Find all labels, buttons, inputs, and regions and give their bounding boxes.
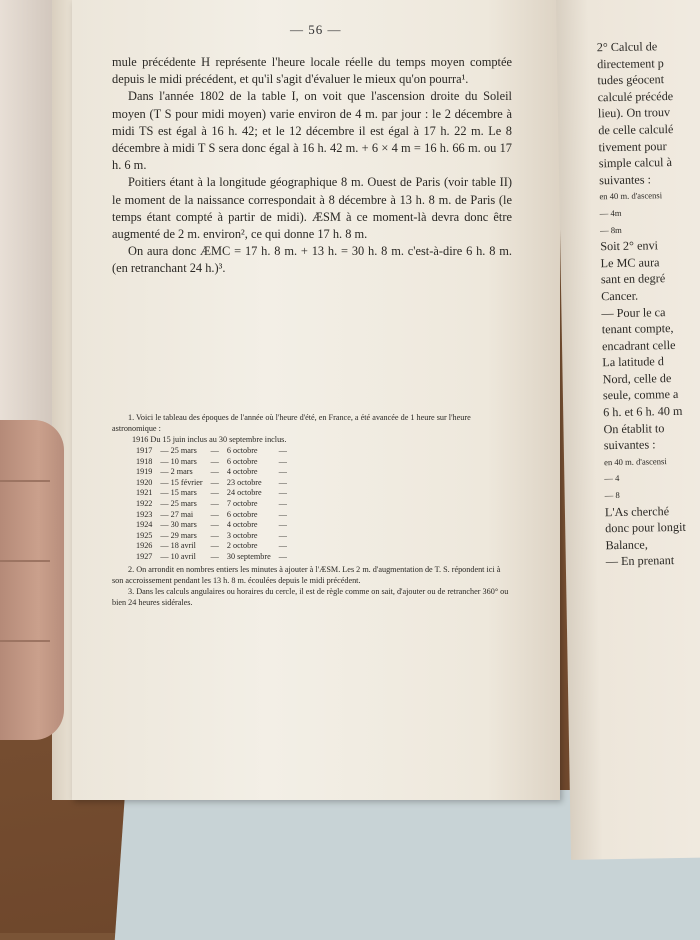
paragraph: On aura donc ÆMC = 17 h. 8 m. + 13 h. = 30 h. 8 m. c'est-à-dire 6 h. 8 m. (en retranchant 24 h.)³. [112, 244, 512, 276]
main-body-text [112, 54, 512, 278]
dst-cell-end: 30 septembre [226, 551, 271, 561]
dst-cell-end: 7 octobre [226, 498, 258, 508]
dst-cell-dash: — [278, 541, 287, 551]
dst-cell-year: 1917 [136, 446, 153, 455]
dst-cell-sep: — [210, 541, 219, 551]
right-page-line: en 40 m. d'ascensi [599, 190, 663, 202]
dst-cell-start: — 18 avril [160, 541, 196, 551]
dst-cell-year: 1921 [136, 488, 153, 498]
paragraph: Dans l'année 1802 de la table I, on voit que l'ascension droite du Soleil moyen (T S pour midi moyen) varie environ de 4 m. par jour : le 2 décembre à midi TS est égal à 16 h. 42; et le 12 décembre il est égal à 17 h. 22 m. Le 8 décembre à midi T S sera donc égal à 16 h. 42 m. + 6 × 4 m = 16 h. 66 m. ou 17 h. 6 m. [112, 89, 512, 173]
right-page-line: simple calcul à [598, 155, 673, 171]
table-row [132, 478, 291, 489]
dst-cell-start: — 10 mars [160, 456, 197, 466]
dst-cell-sep: — [210, 551, 219, 561]
dst-cell-end: 3 octobre [226, 530, 258, 540]
dst-cell-sep: — [210, 509, 219, 519]
dst-cell-sep: — [210, 467, 219, 477]
right-page-line: Nord, celle de [602, 370, 672, 387]
dst-cell-year: 1924 [136, 520, 153, 530]
right-page-line: en 40 m. d'ascensi [603, 455, 667, 468]
table-row [132, 552, 291, 563]
right-page-line: de celle calculé [598, 121, 674, 138]
right-page-line: La latitude d [602, 354, 665, 370]
dst-cell-dash: — [278, 520, 287, 530]
dst-cell-dash: — [278, 509, 287, 519]
dst-cell-dash: — [278, 456, 287, 466]
dst-cell-end: 23 octobre [226, 477, 262, 487]
right-page-line: donc pour longit [605, 520, 686, 536]
dst-cell-end: 6 octobre [226, 456, 258, 466]
table-row [132, 520, 291, 531]
dst-cell-end: 24 octobre [226, 488, 262, 498]
right-page-line: suivantes : [603, 437, 656, 453]
dst-cell-year: 1923 [136, 509, 153, 519]
dst-cell-year: 1925 [136, 530, 153, 540]
dst-cell-dash: — [278, 488, 287, 498]
dst-cell-start: — 2 mars [160, 467, 193, 477]
dst-cell-start: — 10 avril [160, 551, 196, 561]
dst-cell-start: — 29 mars [160, 530, 197, 540]
page-number: — 56 — [290, 22, 342, 37]
dst-cell-year: 1926 [136, 541, 153, 551]
right-page-line: tivement pour [598, 138, 667, 154]
right-page-line: Cancer. [601, 288, 639, 304]
dst-cell-start: — 27 mai [160, 509, 194, 519]
footnote-3: 3. Dans les calculs angulaires ou horaires du cercle, il est de règle comme on sait, d'ajouter ou de retrancher 360° ou bien 24 heures sidérales. [112, 586, 509, 607]
dst-cell-end: 6 octobre [226, 446, 258, 455]
right-page-line: sant en degré [600, 271, 666, 287]
table-row [132, 488, 291, 499]
right-page-line: — 4 [604, 473, 620, 484]
right-page-line: suivantes : [599, 172, 652, 188]
dst-cell-start: — 15 février [160, 477, 203, 487]
dst-cell-start: — 30 mars [160, 520, 197, 530]
table-row [132, 510, 291, 521]
dst-cell-dash: — [278, 477, 287, 487]
dst-cell-sep: — [210, 530, 219, 540]
dst-cell-end: 4 octobre [226, 520, 258, 530]
dst-cell-dash: — [278, 498, 287, 508]
dst-cell-dash: — [278, 467, 287, 477]
right-page-line: 6 h. et 6 h. 40 m [603, 403, 683, 420]
footnote-1: 1. Voici le tableau des époques de l'année où l'heure d'été, en France, a été avancée de 1 heure sur l'heure astronomique : [112, 413, 471, 433]
dst-cell-year: 1919 [136, 467, 153, 477]
right-page-line: — 8 [604, 489, 620, 501]
right-page-line: — 8m [599, 224, 622, 235]
right-page-line: tudes géocent [597, 72, 665, 88]
right-page-line: Balance, [605, 537, 648, 553]
dst-table [132, 446, 291, 563]
right-page-line: calculé précéde [597, 88, 674, 105]
dst-cell-start: — 25 mars [160, 498, 197, 508]
footnote-1-first-row: 1916 Du 15 juin inclus au 30 septembre inclus. [132, 435, 287, 444]
dst-cell-end: 6 octobre [226, 509, 258, 519]
right-page-line: On établit to [603, 420, 665, 436]
dst-cell-sep: — [210, 446, 219, 455]
dst-cell-start: — 25 mars [160, 446, 197, 455]
dst-cell-dash: — [278, 551, 287, 561]
dst-cell-sep: — [210, 520, 219, 530]
dst-cell-year: 1922 [136, 498, 153, 508]
dst-cell-sep: — [210, 456, 219, 466]
dst-cell-sep: — [210, 498, 219, 508]
right-page-text [597, 37, 700, 570]
paragraph: mule précédente H représente l'heure locale réelle du temps moyen comptée depuis le midi précédent, et qu'il s'agit d'évaluer le mieux qu'on pourra¹. [112, 55, 512, 87]
dst-cell-dash: — [278, 446, 287, 455]
right-page-line: 2° Calcul de [596, 39, 658, 55]
right-page-line: Soit 2° envi [600, 238, 659, 254]
table-row [132, 457, 291, 468]
dst-cell-end: 2 octobre [226, 541, 258, 551]
dst-cell-sep: — [210, 477, 219, 487]
dst-cell-end: 4 octobre [226, 467, 258, 477]
right-page [556, 0, 700, 860]
right-page-line: Le MC aura [600, 254, 660, 270]
table-row [132, 531, 291, 542]
table-row [132, 541, 291, 552]
footnote-2: 2. On arrondit en nombres entiers les minutes à ajouter à l'ÆSM. Les 2 m. d'augmentation de T. S. répondent ici à son accroissement pendant les 13 h. 8 m. écoulées depuis le midi précédent. [112, 564, 501, 585]
right-page-line: lieu). On trouv [597, 105, 671, 121]
right-page-line: encadrant celle [601, 337, 676, 353]
right-page-line: — 4m [599, 207, 622, 219]
right-page-line: — En prenant [605, 553, 675, 569]
right-page-line: directement p [596, 55, 664, 71]
dst-cell-year: 1927 [136, 551, 153, 561]
dst-cell-sep: — [210, 488, 219, 498]
paragraph: Poitiers étant à la longitude géographique 8 m. Ouest de Paris (voir table II) le moment de la naissance correspondait à 8 décembre à 13 h. 8 m. de Paris (le temps étant compté à partir de midi). ÆSM à ce moment-là devra donc être augmenté de 2 m. environ², ce qui donne 17 h. 8 m. [112, 175, 512, 242]
dst-cell-dash: — [278, 530, 287, 540]
table-row [132, 446, 291, 457]
dst-cell-year: 1918 [136, 456, 153, 466]
table-row [132, 467, 291, 478]
right-page-line: tenant compte, [601, 321, 674, 337]
right-page-line: L'As cherché [604, 503, 670, 519]
right-page-line: — Pour le ca [601, 304, 666, 320]
table-row [132, 499, 291, 510]
footnotes [112, 412, 512, 608]
hand [0, 420, 64, 740]
background-wall [0, 0, 60, 430]
right-page-line: seule, comme a [602, 387, 679, 403]
dst-cell-year: 1920 [136, 477, 153, 487]
dst-cell-start: — 15 mars [160, 488, 197, 498]
